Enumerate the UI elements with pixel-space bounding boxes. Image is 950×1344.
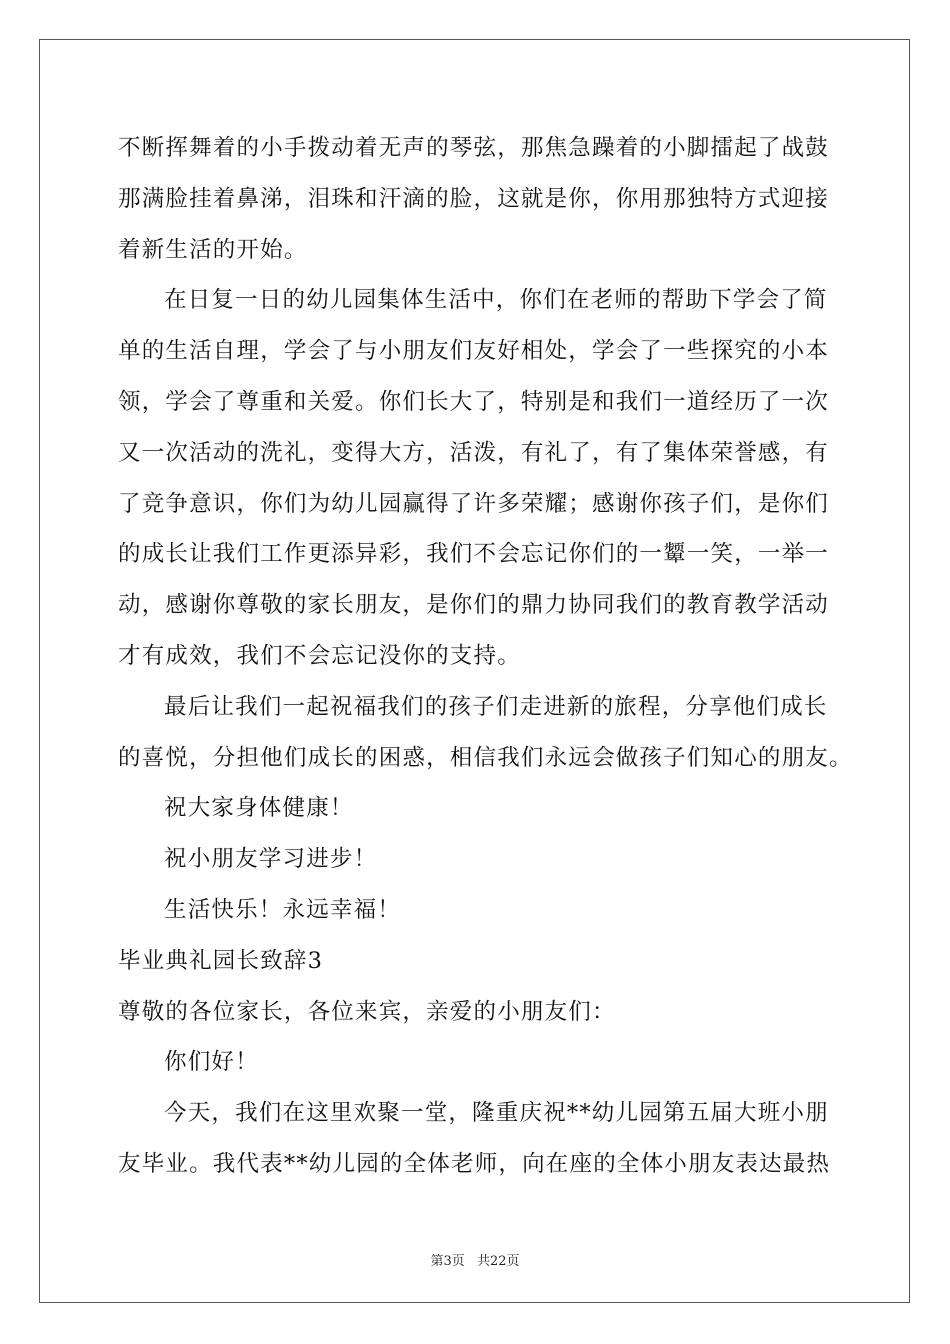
text-line-13: 的喜悦，分担他们成长的困惑，相信我们永远会做孩子们知心的朋友。: [118, 744, 853, 771]
text-line-9: 的成长让我们工作更添异彩，我们不会忘记你们的一颦一笑，一举一: [118, 541, 830, 568]
text-line-21: 友毕业。我代表**幼儿园的全体老师，向在座的全体小朋友表达最热: [118, 1150, 831, 1177]
salutation: 尊敬的各位家长，各位来宾，亲爱的小朋友们：: [118, 998, 616, 1025]
text-line-1: 不断挥舞着的小手拨动着无声的琴弦，那焦急躁着的小脚擂起了战鼓: [118, 135, 830, 161]
text-line-5: 单的生活自理，学会了与小朋友们友好相处，学会了一些探究的小本: [118, 338, 830, 365]
page-footer: [0, 1250, 950, 1269]
text-line-4: 在日复一日的幼儿园集体生活中，你们在老师的帮助下学会了简: [164, 287, 828, 314]
section-heading: 毕业典礼园长致辞3: [118, 947, 324, 974]
text-line-14: 祝大家身体健康！: [164, 795, 354, 822]
greeting: 你们好！: [164, 1049, 259, 1076]
text-line-2: 那满脸挂着鼻涕，泪珠和汗滴的脸，这就是你，你用那独特方式迎接: [118, 185, 830, 212]
page-number: 第3页: [430, 1254, 465, 1269]
text-line-8: 了竞争意识，你们为幼儿园赢得了许多荣耀；感谢你孩子们，是你们: [118, 490, 830, 517]
text-line-7: 又一次活动的洗礼，变得大方，活泼，有礼了，有了集体荣誉感，有: [118, 439, 830, 466]
text-line-20: 今天，我们在这里欢聚一堂，隆重庆祝**幼儿园第五届大班小朋: [164, 1100, 829, 1127]
text-line-6: 领，学会了尊重和关爱。你们长大了，特别是和我们一道经历了一次: [118, 388, 830, 415]
text-line-3: 着新生活的开始。: [118, 236, 308, 263]
document-body: [118, 128, 853, 1195]
page-total: 共22页: [476, 1254, 520, 1269]
text-line-16: 生活快乐！永远幸福！: [164, 896, 402, 923]
text-line-11: 才有成效，我们不会忘记没你的支持。: [118, 642, 521, 669]
text-line-15: 祝小朋友学习进步！: [164, 846, 378, 873]
text-line-10: 动，感谢你尊敬的家长朋友，是你们的鼎力协同我们的教育教学活动: [118, 592, 830, 619]
text-line-12: 最后让我们一起祝福我们的孩子们走进新的旅程，分享他们成长: [164, 693, 828, 720]
